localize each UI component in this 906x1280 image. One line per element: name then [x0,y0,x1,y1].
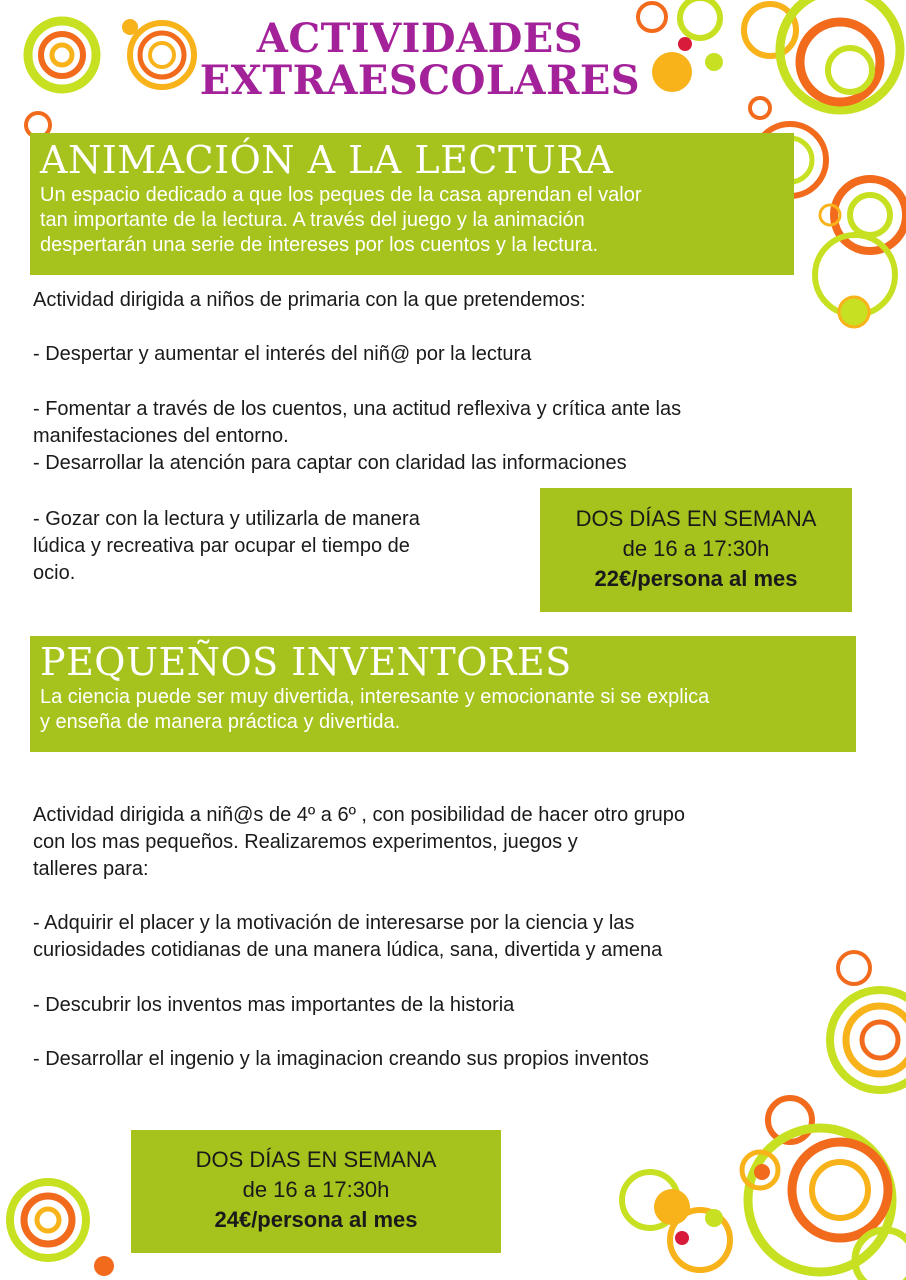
lectura-price-cost: 22€/persona al mes [594,566,798,591]
inventores-body-line2: con los mas pequeños. Realizaremos experimentos, juegos y [33,831,578,853]
inventores-price-hours: de 16 a 17:30h [242,1177,390,1202]
lectura-goal4-line2: lúdica y recreativa par ocupar el tiempo de [33,535,410,557]
inventores-goal1-line1: - Adquirir el placer y la motivación de interesarse por la ciencia y las [33,912,635,934]
inventores-body-line3: talleres para: [33,858,149,880]
inventores-goal2: - Descubrir los inventos mas importantes de la historia [33,994,515,1016]
lectura-heading: ANIMACIÓN A LA LECTURA [40,138,614,182]
inventores-body-line1: Actividad dirigida a niñ@s de 4º a 6º , con posibilidad de hacer otro grupo [33,804,685,826]
lectura-goal2-line2: manifestaciones del entorno. [33,425,289,447]
inventores-goal1-line2: curiosidades cotidianas de una manera lúdica, sana, divertida y amena [33,939,663,961]
inventores-price-days: DOS DÍAS EN SEMANA [195,1147,437,1172]
lectura-goal4-line3: ocio. [33,562,76,584]
lectura-price-days: DOS DÍAS EN SEMANA [575,506,817,531]
inventores-intro-line2: y enseña de manera práctica y divertida. [40,711,401,733]
inventores-header-box [30,636,856,752]
lectura-goal1: - Despertar y aumentar el interés del niñ@ por la lectura [33,343,532,365]
lectura-goal4-line1: - Gozar con la lectura y utilizarla de manera [33,508,420,530]
inventores-intro-line1: La ciencia puede ser muy divertida, interesante y emocionante si se explica [40,686,710,708]
lectura-price-hours: de 16 a 17:30h [622,536,770,561]
lectura-intro-line1: Un espacio dedicado a que los peques de la casa aprendan el valor [40,184,642,206]
inventores-price-box [131,1130,501,1253]
lectura-intro-line3: despertarán una serie de intereses por los cuentos y la lectura. [40,234,599,256]
page-title [190,15,650,104]
inventores-heading: PEQUEÑOS INVENTORES [40,640,572,684]
page-title-line1: ACTIVIDADES [256,15,584,62]
lectura-goal3: - Desarrollar la atención para captar con claridad las informaciones [33,452,627,474]
lectura-body-line1: Actividad dirigida a niños de primaria con la que pretendemos: [33,289,586,311]
page-title-line2: EXTRAESCOLARES [199,57,641,104]
inventores-price-cost: 24€/persona al mes [214,1207,418,1232]
lectura-header-box [30,133,794,275]
lectura-intro-line2: tan importante de la lectura. A través del juego y la animación [40,209,585,231]
lectura-price-box [540,488,852,612]
inventores-goal3: - Desarrollar el ingenio y la imaginacion creando sus propios inventos [33,1048,649,1070]
lectura-goal2-line1: - Fomentar a través de los cuentos, una actitud reflexiva y crítica ante las [33,398,682,420]
